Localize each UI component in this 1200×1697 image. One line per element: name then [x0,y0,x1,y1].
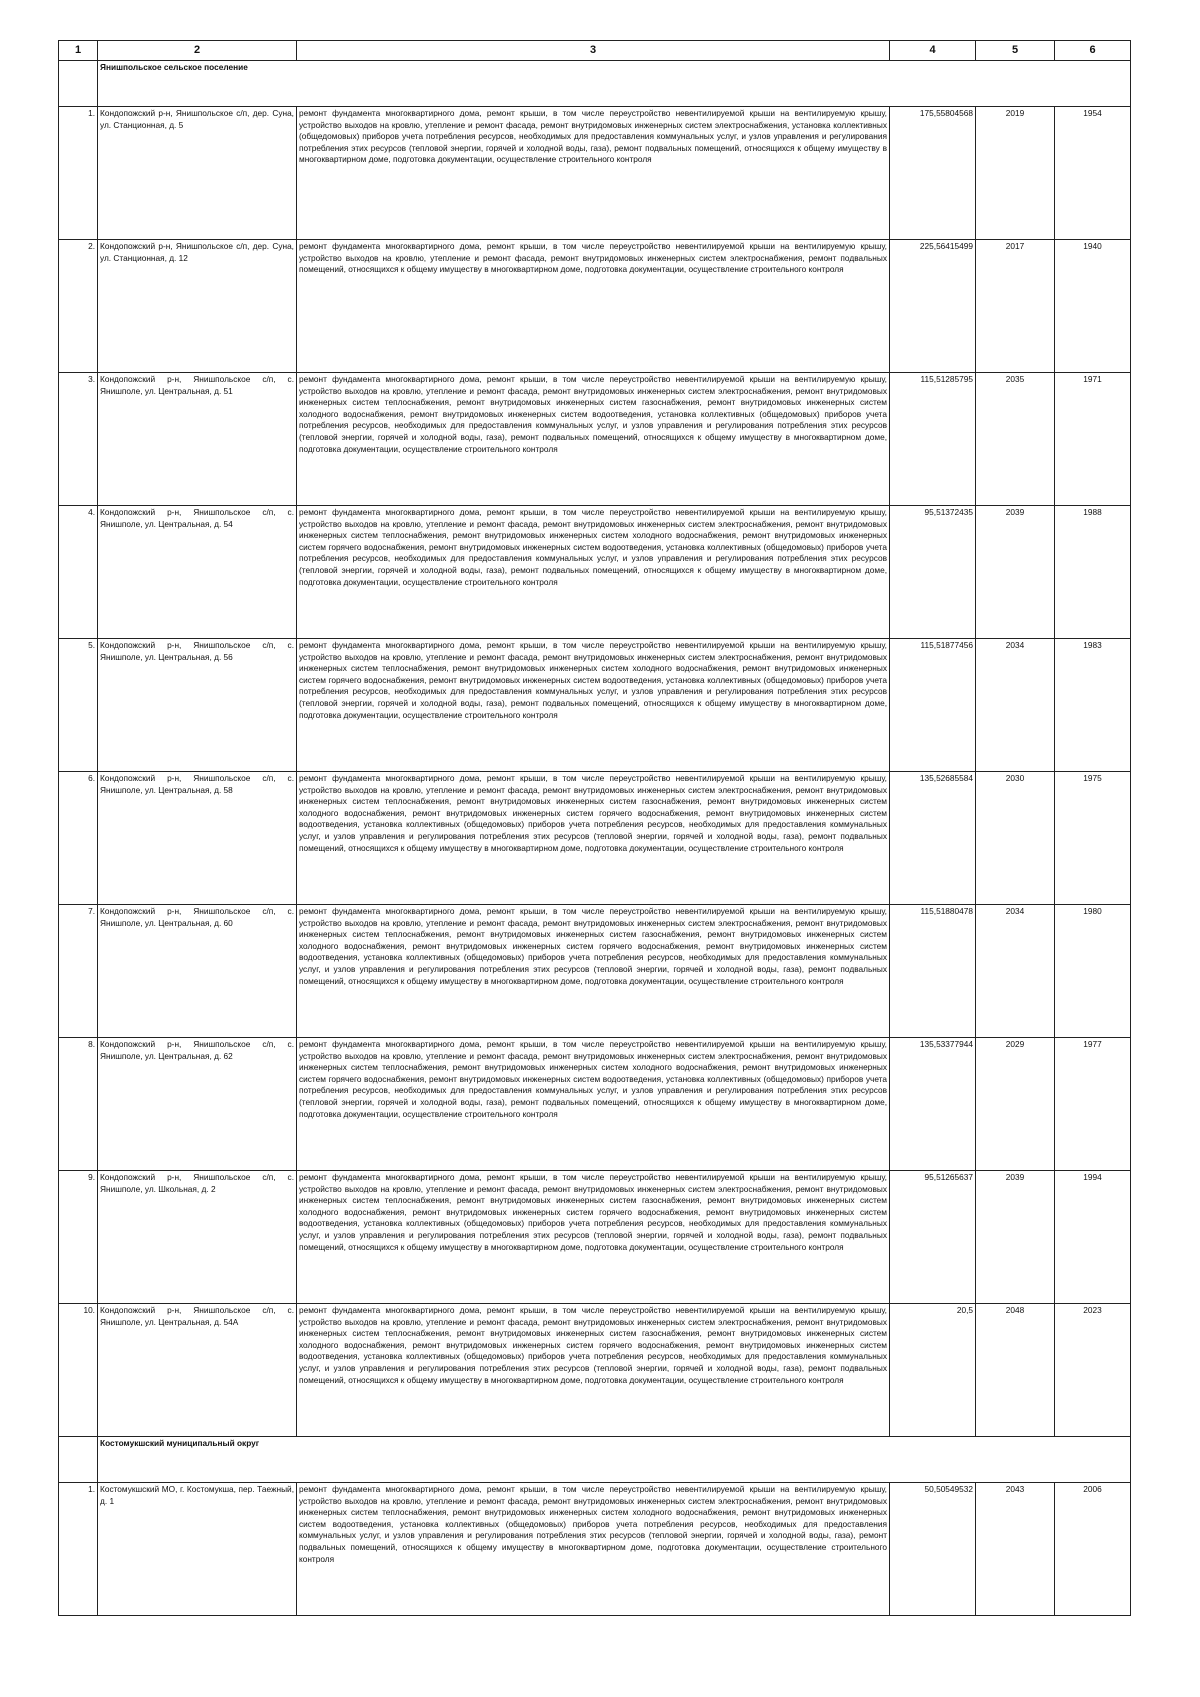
row-cost: 50,50549532 [890,1483,976,1616]
col-header-1: 1 [59,41,98,61]
row-number: 4. [59,506,98,639]
row-planned-year: 2019 [976,107,1055,240]
row-planned-year: 2043 [976,1483,1055,1616]
row-cost: 95,51265637 [890,1171,976,1304]
table-row [59,905,1131,1038]
row-address: Кондопожский р-н, Янишпольское с/п, с. Янишполе, ул. Центральная, д. 62 [98,1038,297,1171]
row-number: 7. [59,905,98,1038]
section-header-row [59,61,1131,107]
table-row [59,1304,1131,1437]
col-header-3: 3 [297,41,890,61]
row-built-year: 1983 [1055,639,1131,772]
row-works: ремонт фундамента многоквартирного дома, ремонт крыши, в том числе переустройство невентилируемой крыши на вентилируемую крышу, устройство выходов на кровлю, утепление и ремонт фасада, ремонт внутридомовых инженерных систем электроснабжения, ремонт внутридомовых инженерных систем теплоснабжения, ремонт внутридомовых инженерных систем газоснабжения, ремонт внутридомовых инженерных систем холодного водоснабжения, ремонт внутридомовых инженерных систем горячего водоснабжения, ремонт внутридомовых инженерных систем водоотведения, установка коллективных (общедомовых) приборов учета потребления ресурсов, необходимых для предоставления коммунальных услуг, и узлов управления и регулирования потребления этих ресурсов (тепловой энергии, горячей и холодной воды, газа), ремонт подвальных помещений, относящихся к общему имуществу в многоквартирном доме, подготовка документации, осуществление строительного контроля [297,905,890,1038]
table-row [59,506,1131,639]
column-number-row [59,41,1131,61]
row-number: 6. [59,772,98,905]
row-planned-year: 2048 [976,1304,1055,1437]
table-row [59,772,1131,905]
table-row [59,373,1131,506]
row-cost: 20,5 [890,1304,976,1437]
row-planned-year: 2030 [976,772,1055,905]
row-cost: 115,51877456 [890,639,976,772]
table-row [59,1038,1131,1171]
row-address: Кондопожский р-н, Янишпольское с/п, с. Янишполе, ул. Центральная, д. 56 [98,639,297,772]
row-cost: 135,53377944 [890,1038,976,1171]
row-address: Кондопожский р-н, Янишпольское с/п, с. Янишполе, ул. Центральная, д. 54 [98,506,297,639]
row-cost: 115,51880478 [890,905,976,1038]
col-header-6: 6 [1055,41,1131,61]
row-address: Кондопожский р-н, Янишпольское с/п, с. Янишполе, ул. Центральная, д. 54А [98,1304,297,1437]
row-number: 2. [59,240,98,373]
row-works: ремонт фундамента многоквартирного дома, ремонт крыши, в том числе переустройство невентилируемой крыши на вентилируемую крышу, устройство выходов на кровлю, утепление и ремонт фасада, ремонт внутридомовых инженерных систем электроснабжения, установка коллективных (общедомовых) приборов учета потребления ресурсов, необходимых для предоставления коммунальных услуг, и узлов управления и регулирования потребления этих ресурсов (тепловой энергии, горячей и холодной воды, газа), ремонт подвальных помещений, относящихся к общему имуществу в многоквартирном доме, подготовка документации, осуществление строительного контроля [297,107,890,240]
row-planned-year: 2035 [976,373,1055,506]
row-address: Кондопожский р-н, Янишпольское с/п, дер. Суна, ул. Станционная, д. 12 [98,240,297,373]
section-blank-cell [59,1437,98,1483]
row-address: Костомукшский МО, г. Костомукша, пер. Таежный, д. 1 [98,1483,297,1616]
row-address: Кондопожский р-н, Янишпольское с/п, с. Янишполе, ул. Центральная, д. 51 [98,373,297,506]
section-blank-cell [59,61,98,107]
row-built-year: 1977 [1055,1038,1131,1171]
row-cost: 135,52685584 [890,772,976,905]
row-works: ремонт фундамента многоквартирного дома, ремонт крыши, в том числе переустройство невентилируемой крыши на вентилируемую крышу, устройство выходов на кровлю, утепление и ремонт фасада, ремонт внутридомовых инженерных систем электроснабжения, ремонт подвальных помещений, относящихся к общему имуществу в многоквартирном доме, подготовка документации, осуществление строительного контроля [297,240,890,373]
row-planned-year: 2034 [976,639,1055,772]
row-works: ремонт фундамента многоквартирного дома, ремонт крыши, в том числе переустройство невентилируемой крыши на вентилируемую крышу, устройство выходов на кровлю, утепление и ремонт фасада, ремонт внутридомовых инженерных систем электроснабжения, ремонт внутридомовых инженерных систем теплоснабжения, ремонт внутридомовых инженерных систем холодного водоснабжения, ремонт внутридомовых инженерных систем горячего водоснабжения, ремонт внутридомовых инженерных систем водоотведения, установка коллективных (общедомовых) приборов учета потребления ресурсов, необходимых для предоставления коммунальных услуг, и узлов управления и регулирования потребления этих ресурсов (тепловой энергии, горячей и холодной воды, газа), ремонт подвальных помещений, относящихся к общему имуществу в многоквартирном доме, подготовка документации, осуществление строительного контроля [297,1038,890,1171]
section-title: Янишпольское сельское поселение [98,61,1131,107]
table-row [59,240,1131,373]
table-row [59,1171,1131,1304]
col-header-4: 4 [890,41,976,61]
row-number: 8. [59,1038,98,1171]
row-works: ремонт фундамента многоквартирного дома, ремонт крыши, в том числе переустройство невентилируемой крыши на вентилируемую крышу, устройство выходов на кровлю, утепление и ремонт фасада, ремонт внутридомовых инженерных систем электроснабжения, ремонт внутридомовых инженерных систем теплоснабжения, ремонт внутридомовых инженерных систем холодного водоснабжения, ремонт внутридомовых инженерных систем горячего водоснабжения, ремонт внутридомовых инженерных систем водоотведения, установка коллективных (общедомовых) приборов учета потребления ресурсов, необходимых для предоставления коммунальных услуг, и узлов управления и регулирования потребления этих ресурсов (тепловой энергии, горячей и холодной воды, газа), ремонт подвальных помещений, относящихся к общему имуществу в многоквартирном доме, подготовка документации, осуществление строительного контроля [297,639,890,772]
row-built-year: 2023 [1055,1304,1131,1437]
row-number: 3. [59,373,98,506]
repair-program-table [58,40,1131,1616]
row-address: Кондопожский р-н, Янишпольское с/п, дер. Суна, ул. Станционная, д. 5 [98,107,297,240]
row-planned-year: 2029 [976,1038,1055,1171]
row-built-year: 1975 [1055,772,1131,905]
row-cost: 175,55804568 [890,107,976,240]
row-planned-year: 2039 [976,506,1055,639]
row-address: Кондопожский р-н, Янишпольское с/п, с. Янишполе, ул. Центральная, д. 58 [98,772,297,905]
row-works: ремонт фундамента многоквартирного дома, ремонт крыши, в том числе переустройство невентилируемой крыши на вентилируемую крышу, устройство выходов на кровлю, утепление и ремонт фасада, ремонт внутридомовых инженерных систем электроснабжения, ремонт внутридомовых инженерных систем теплоснабжения, ремонт внутридомовых инженерных систем холодного водоснабжения, ремонт внутридомовых инженерных систем водоотведения, установка коллективных (общедомовых) приборов учета потребления ресурсов, необходимых для предоставления коммунальных услуг, и узлов управления и регулирования потребления этих ресурсов (тепловой энергии, горячей и холодной воды, газа), ремонт подвальных помещений, относящихся к общему имуществу в многоквартирном доме, подготовка документации, осуществление строительного контроля [297,1483,890,1616]
row-works: ремонт фундамента многоквартирного дома, ремонт крыши, в том числе переустройство невентилируемой крыши на вентилируемую крышу, устройство выходов на кровлю, утепление и ремонт фасада, ремонт внутридомовых инженерных систем электроснабжения, ремонт внутридомовых инженерных систем теплоснабжения, ремонт внутридомовых инженерных систем газоснабжения, ремонт внутридомовых инженерных систем холодного водоснабжения, ремонт внутридомовых инженерных систем водоотведения, установка коллективных (общедомовых) приборов учета потребления ресурсов, необходимых для предоставления коммунальных услуг, и узлов управления и регулирования потребления этих ресурсов (тепловой энергии, горячей и холодной воды, газа), ремонт подвальных помещений, относящихся к общему имуществу в многоквартирном доме, подготовка документации, осуществление строительного контроля [297,373,890,506]
row-works: ремонт фундамента многоквартирного дома, ремонт крыши, в том числе переустройство невентилируемой крыши на вентилируемую крышу, устройство выходов на кровлю, утепление и ремонт фасада, ремонт внутридомовых инженерных систем электроснабжения, ремонт внутридомовых инженерных систем теплоснабжения, ремонт внутридомовых инженерных систем газоснабжения, ремонт внутридомовых инженерных систем холодного водоснабжения, ремонт внутридомовых инженерных систем горячего водоснабжения, ремонт внутридомовых инженерных систем водоотведения, установка коллективных (общедомовых) приборов учета потребления ресурсов, необходимых для предоставления коммунальных услуг, и узлов управления и регулирования потребления этих ресурсов (тепловой энергии, горячей и холодной воды, газа), ремонт подвальных помещений, относящихся к общему имуществу в многоквартирном доме, подготовка документации, осуществление строительного контроля [297,1304,890,1437]
row-works: ремонт фундамента многоквартирного дома, ремонт крыши, в том числе переустройство невентилируемой крыши на вентилируемую крышу, устройство выходов на кровлю, утепление и ремонт фасада, ремонт внутридомовых инженерных систем электроснабжения, ремонт внутридомовых инженерных систем теплоснабжения, ремонт внутридомовых инженерных систем газоснабжения, ремонт внутридомовых инженерных систем холодного водоснабжения, ремонт внутридомовых инженерных систем горячего водоснабжения, ремонт внутридомовых инженерных систем водоотведения, установка коллективных (общедомовых) приборов учета потребления ресурсов, необходимых для предоставления коммунальных услуг, и узлов управления и регулирования потребления этих ресурсов (тепловой энергии, горячей и холодной воды, газа), ремонт подвальных помещений, относящихся к общему имуществу в многоквартирном доме, подготовка документации, осуществление строительного контроля [297,1171,890,1304]
row-number: 1. [59,107,98,240]
row-number: 10. [59,1304,98,1437]
row-works: ремонт фундамента многоквартирного дома, ремонт крыши, в том числе переустройство невентилируемой крыши на вентилируемую крышу, устройство выходов на кровлю, утепление и ремонт фасада, ремонт внутридомовых инженерных систем электроснабжения, ремонт внутридомовых инженерных систем теплоснабжения, ремонт внутридомовых инженерных систем газоснабжения, ремонт внутридомовых инженерных систем холодного водоснабжения, ремонт внутридомовых инженерных систем горячего водоснабжения, ремонт внутридомовых инженерных систем водоотведения, установка коллективных (общедомовых) приборов учета потребления ресурсов, необходимых для предоставления коммунальных услуг, и узлов управления и регулирования потребления этих ресурсов (тепловой энергии, горячей и холодной воды, газа), ремонт подвальных помещений, относящихся к общему имуществу в многоквартирном доме, подготовка документации, осуществление строительного контроля [297,772,890,905]
row-works: ремонт фундамента многоквартирного дома, ремонт крыши, в том числе переустройство невентилируемой крыши на вентилируемую крышу, устройство выходов на кровлю, утепление и ремонт фасада, ремонт внутридомовых инженерных систем электроснабжения, ремонт внутридомовых инженерных систем теплоснабжения, ремонт внутридомовых инженерных систем холодного водоснабжения, ремонт внутридомовых инженерных систем горячего водоснабжения, ремонт внутридомовых инженерных систем водоотведения, установка коллективных (общедомовых) приборов учета потребления ресурсов, необходимых для предоставления коммунальных услуг, и узлов управления и регулирования потребления этих ресурсов (тепловой энергии, горячей и холодной воды, газа), ремонт подвальных помещений, относящихся к общему имуществу в многоквартирном доме, подготовка документации, осуществление строительного контроля [297,506,890,639]
row-number: 1. [59,1483,98,1616]
row-number: 5. [59,639,98,772]
table-row [59,639,1131,772]
section-header-row [59,1437,1131,1483]
row-built-year: 1980 [1055,905,1131,1038]
row-built-year: 1940 [1055,240,1131,373]
row-built-year: 1988 [1055,506,1131,639]
row-address: Кондопожский р-н, Янишпольское с/п, с. Янишполе, ул. Школьная, д. 2 [98,1171,297,1304]
table-row [59,1483,1131,1616]
row-cost: 95,51372435 [890,506,976,639]
row-planned-year: 2039 [976,1171,1055,1304]
col-header-2: 2 [98,41,297,61]
table-body [59,61,1131,1616]
row-built-year: 1954 [1055,107,1131,240]
row-planned-year: 2034 [976,905,1055,1038]
row-built-year: 1994 [1055,1171,1131,1304]
row-cost: 115,51285795 [890,373,976,506]
row-address: Кондопожский р-н, Янишпольское с/п, с. Янишполе, ул. Центральная, д. 60 [98,905,297,1038]
row-planned-year: 2017 [976,240,1055,373]
col-header-5: 5 [976,41,1055,61]
row-number: 9. [59,1171,98,1304]
row-built-year: 2006 [1055,1483,1131,1616]
row-built-year: 1971 [1055,373,1131,506]
table-row [59,107,1131,240]
section-title: Костомукшский муниципальный округ [98,1437,1131,1483]
row-cost: 225,56415499 [890,240,976,373]
